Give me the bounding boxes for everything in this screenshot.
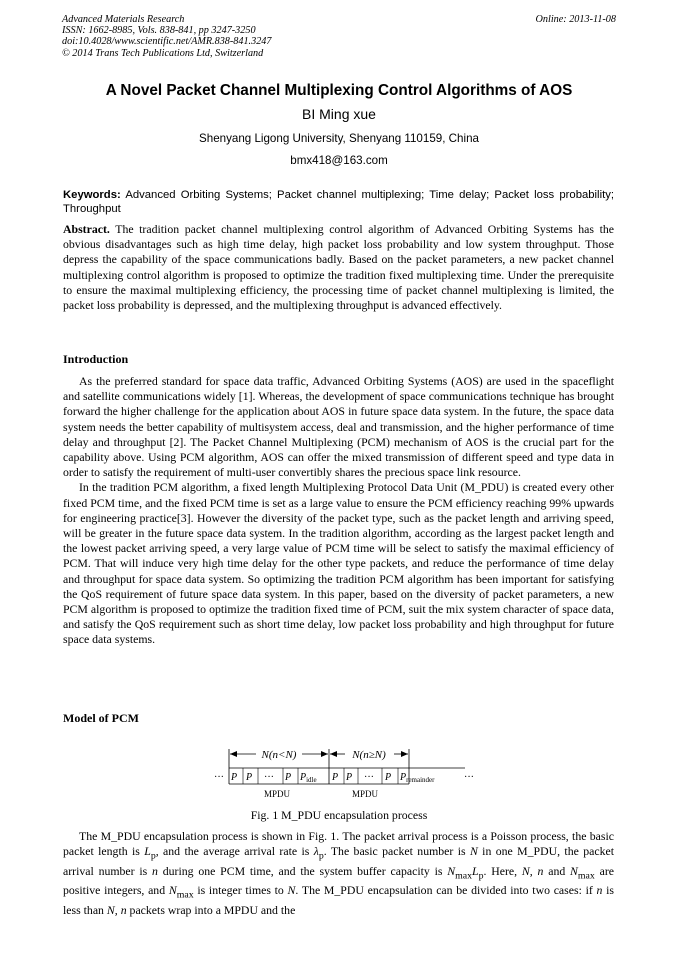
mpdu-label-i: MPDU bbox=[264, 789, 291, 799]
packet-gap-i: ··· bbox=[264, 772, 274, 783]
model-body bbox=[63, 829, 614, 918]
packet-remainder: $P_{remainder}$ bbox=[400, 772, 435, 784]
keywords-text: Advanced Orbiting Systems; Packet channel multiplexing; Time delay; Packet loss probability; Throughput bbox=[63, 189, 615, 215]
copyright-line: © 2014 Trans Tech Publications Ltd, Switzerland bbox=[62, 47, 264, 59]
affiliation: Shenyang Ligong University, Shenyang 110159, China bbox=[199, 132, 479, 145]
mpdu-encapsulation-figure bbox=[212, 740, 472, 806]
journal-name: Advanced Materials Research bbox=[62, 14, 185, 25]
keywords-label: Keywords: bbox=[63, 189, 121, 201]
label-n-geq-N: N(n≥N) bbox=[352, 749, 386, 761]
figure-ellipsis-right: ··· bbox=[464, 772, 474, 783]
online-date: Online: 2013-11-08 bbox=[535, 14, 616, 25]
model-paragraph-1: The M_PDU encapsulation process is shown in Fig. 1. The packet arrival process is a Poisson process, the basic packet length is $L_p$, and the average arrival rate is $\lambda_p$. The basic packet number is N in one M_PDU, the packet arrival number is n during one PCM time, and the system buffer capacity is $N_{max}L_p$. Here, N, n and $N_{max}$ are positive integers, and $N_{max}$ is integer times to N. The M_PDU encapsulation can be divided into two cases: if n is less than N, n packets wrap into a MPDU and the bbox=[63, 829, 615, 917]
abstract-text: The tradition packet channel multiplexing control algorithm of Advanced Orbiting Systems has the obvious disadvantages such as high time delay, high packet loss probability and low system throughput. Those depress the capability of the space communications badly. Based on the packet parameters, a new packet channel multiplexing control algorithm is proposed to optimize the tradition fixed multiplexing time. Under the prerequisite to ensure the maximal multiplexing efficiency, the processing time of packet channel multiplexing is limited, the packet loss probability is depressed, and the multiplexing throughput is advanced effectively. bbox=[63, 222, 614, 313]
journal-header bbox=[62, 14, 616, 59]
arrowhead-left-a bbox=[230, 751, 237, 757]
arrowhead-right-a bbox=[330, 751, 337, 757]
label-n-less-N: N(n<N) bbox=[261, 749, 297, 761]
section-heading-model: Model of PCM bbox=[63, 711, 139, 725]
introduction-paragraph-2: In the tradition PCM algorithm, a fixed length Multiplexing Protocol Data Unit (M_PDU) is created every other fixed PCM time, and the fixed PCM time is set as a large value to ensure the PCM efficiency reaching 99% upwards for engineering practice[3]. However the diversity of the packet type, such as the packet length and arriving speed, will be greater in the future space data system. In the tradition algorithm, according as the largest packet length and the lowest packet arriving speed, a very large value of PCM time will be select to satisfy the maximal efficiency of PCM. That will induce very high time delay for the other type packets, and reduce the performance of time delay and throughput for space data system. So optimizing the tradition PCM algorithm has been important for satisfying the QoS requirement of future space data system. In this paper, based on the diversity of packet parameters, a new PCM algorithm is proposed to optimize the tradition fixed time of PCM, suit the mix system character of space data, and satisfy the QoS requirement such as short time delay, low packet loss probability and high throughput for future space data systems. bbox=[63, 480, 614, 647]
packet-cells bbox=[230, 768, 435, 784]
packet-p2-j: P bbox=[346, 772, 353, 783]
abstract-label: Abstract. bbox=[63, 222, 110, 236]
paper-title: A Novel Packet Channel Multiplexing Control Algorithms of AOS bbox=[105, 82, 573, 99]
packet-p1-i: P bbox=[231, 772, 238, 783]
packet-p1-j: P bbox=[332, 772, 339, 783]
figure-ellipsis-left: ··· bbox=[214, 772, 224, 783]
author-name: BI Ming xue bbox=[302, 106, 376, 122]
mpdu-label-j: MPDU bbox=[352, 789, 379, 799]
arrowhead-right-b bbox=[401, 751, 408, 757]
packet-idle-i: $P_{idle}$ bbox=[300, 772, 317, 784]
arrowhead-left-b bbox=[321, 751, 328, 757]
introduction-body bbox=[63, 374, 614, 648]
packet-gap-j: ··· bbox=[364, 772, 374, 783]
packet-p2-i: P bbox=[246, 772, 253, 783]
figure-caption: Fig. 1 M_PDU encapsulation process bbox=[250, 808, 428, 822]
introduction-paragraph-1: As the preferred standard for space data traffic, Advanced Orbiting Systems (AOS) are used in the spaceflight and satellite communications widely [1]. Whereas, the development of space communications technique has brought forward the higher challenge for the application about AOS in future space data system. In the future, the space data system needs the better capability of multisystem access, deal and transmission, and the higher performance of time delay and throughput [2]. The Packet Channel Multiplexing (PCM) mechanism of AOS is the crucial part for the capability above. Using PCM algorithm, AOS can offer the mixed transmission of different speed and type data in order to satisfy the requirement of multi-user convertibly shares the precious space link resource. bbox=[63, 374, 614, 480]
section-heading-introduction: Introduction bbox=[63, 352, 129, 366]
issn-line: ISSN: 1662-8985, Vols. 838-841, pp 3247-3250 bbox=[62, 25, 256, 37]
packet-pN-j: P bbox=[385, 772, 392, 783]
packet-pn-i: P bbox=[285, 772, 292, 783]
author-email: bmx418@163.com bbox=[290, 154, 388, 167]
doi-line: doi:10.4028/www.scientific.net/AMR.838-841.3247 bbox=[62, 36, 272, 48]
keywords bbox=[63, 188, 614, 216]
abstract bbox=[63, 222, 614, 313]
